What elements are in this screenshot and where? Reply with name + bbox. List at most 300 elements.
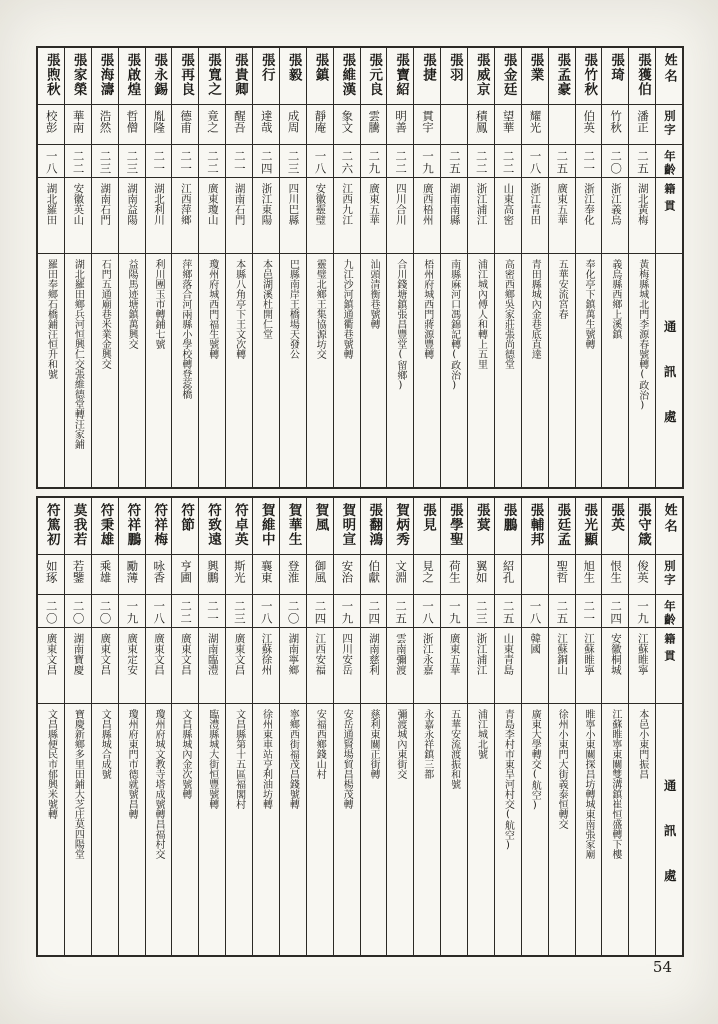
- native-place-cell: [549, 627, 575, 703]
- person-name: 張獲伯: [634, 53, 651, 97]
- courtesy-name-cell: [38, 554, 64, 594]
- contact-address-cell: [65, 703, 91, 955]
- contact-address: 奉化亭下鎮萬生號轉: [583, 259, 595, 349]
- courtesy-name: 翼如: [474, 560, 489, 583]
- courtesy-name: 胤隆: [152, 110, 167, 133]
- courtesy-name: 醒吾: [232, 110, 247, 133]
- native-place-cell: [387, 177, 413, 253]
- person-name-cell: [119, 48, 145, 104]
- age-value: 二四: [367, 600, 382, 625]
- contact-address: 慈利東關正街轉: [368, 709, 380, 779]
- native-place-cell: [495, 177, 521, 253]
- courtesy-name: 竟之: [205, 110, 220, 133]
- contact-address: 安岳通賢場貿昌楊茂轉: [341, 709, 353, 809]
- age-value: 二二: [394, 150, 409, 175]
- person-column: [91, 498, 118, 955]
- header-name-label: 姓名: [661, 503, 677, 535]
- courtesy-name: 竹秋: [609, 110, 624, 133]
- contact-address-cell: [602, 253, 628, 487]
- age-value: 二三: [125, 150, 140, 175]
- age-value-cell: [602, 144, 628, 177]
- native-place-cell: [280, 627, 306, 703]
- age-value: 二一: [582, 600, 597, 625]
- courtesy-name-cell: [38, 104, 64, 144]
- age-value: 二六: [340, 150, 355, 175]
- header-native-place: [656, 177, 682, 253]
- native-place: 江蘇徐州: [260, 633, 273, 675]
- courtesy-name: 斯光: [232, 560, 247, 583]
- courtesy-name-cell: [549, 104, 575, 144]
- native-place-cell: [441, 177, 467, 253]
- person-name: 張毅: [285, 53, 302, 82]
- courtesy-name-cell: [495, 104, 521, 144]
- age-value: 二五: [555, 600, 570, 625]
- courtesy-name-cell: [253, 554, 279, 594]
- person-column: [279, 48, 306, 487]
- age-value: 二三: [286, 150, 301, 175]
- age-value-cell: [146, 594, 172, 627]
- native-place: 湖北黃梅: [636, 183, 649, 225]
- courtesy-name-cell: [468, 104, 494, 144]
- age-value-cell: [253, 144, 279, 177]
- courtesy-name-cell: [522, 104, 548, 144]
- native-place: 浙江東陽: [260, 183, 273, 225]
- native-place-cell: [172, 177, 198, 253]
- native-place-cell: [307, 627, 333, 703]
- courtesy-name-cell: [361, 104, 387, 144]
- person-name: 張竹秋: [581, 53, 598, 97]
- age-value-cell: [226, 144, 252, 177]
- courtesy-name: 雲騰: [367, 110, 382, 133]
- native-place: 江西萍鄉: [179, 183, 192, 225]
- contact-address-cell: [576, 253, 602, 487]
- person-column: [64, 48, 91, 487]
- contact-address-cell: [38, 253, 64, 487]
- age-value: 二二: [179, 600, 194, 625]
- age-value: 二二: [474, 150, 489, 175]
- age-value-cell: [468, 594, 494, 627]
- age-value-cell: [307, 144, 333, 177]
- age-value: 二二: [71, 150, 86, 175]
- courtesy-name-cell: [119, 104, 145, 144]
- courtesy-name-cell: [92, 104, 118, 144]
- person-name-cell: [602, 48, 628, 104]
- person-name-cell: [280, 498, 306, 554]
- age-value: 二一: [232, 150, 247, 175]
- native-place: 湖南寧鄉: [287, 633, 300, 675]
- native-place-cell: [468, 627, 494, 703]
- native-place: 湖南慈利: [367, 633, 380, 675]
- age-value-cell: [199, 594, 225, 627]
- age-value-cell: [253, 594, 279, 627]
- age-value: 一八: [44, 150, 59, 175]
- courtesy-name: 達哉: [259, 110, 274, 133]
- age-value: 一八: [259, 600, 274, 625]
- native-place: 雲南彌渡: [394, 633, 407, 675]
- courtesy-name: 襄東: [259, 560, 274, 583]
- courtesy-name-cell: [199, 104, 225, 144]
- person-column: [118, 48, 145, 487]
- courtesy-name: 浩然: [98, 110, 113, 133]
- person-name-cell: [334, 48, 360, 104]
- contact-address: 青田縣城內金巷底直達: [529, 259, 541, 359]
- native-place: 湖北羅田: [45, 183, 58, 225]
- age-value-cell: [334, 144, 360, 177]
- age-value-cell: [92, 144, 118, 177]
- age-value: 二一: [205, 600, 220, 625]
- contact-address-cell: [334, 703, 360, 955]
- courtesy-name-cell: [495, 554, 521, 594]
- courtesy-name-cell: [92, 554, 118, 594]
- person-name-cell: [65, 498, 91, 554]
- native-place-cell: [38, 177, 64, 253]
- header-age-label: 年齡: [662, 150, 677, 177]
- native-place-cell: [576, 177, 602, 253]
- person-name: 張守箴: [634, 503, 651, 547]
- person-column: [38, 498, 64, 955]
- age-value: 二〇: [98, 600, 113, 625]
- courtesy-name-cell: [414, 554, 440, 594]
- contact-address-cell: [38, 703, 64, 955]
- person-name-cell: [576, 48, 602, 104]
- person-name-cell: [199, 48, 225, 104]
- person-column: [145, 48, 172, 487]
- register-frame: [36, 46, 684, 957]
- person-name-cell: [146, 498, 172, 554]
- age-value-cell: [414, 594, 440, 627]
- age-value-cell: [629, 594, 655, 627]
- contact-address: 萍鄉落合河兩縣小學校轉登蕊橋: [179, 259, 191, 399]
- native-place-cell: [226, 627, 252, 703]
- contact-address: 巴縣南岸王橋場天發公: [287, 259, 299, 359]
- person-name-cell: [414, 48, 440, 104]
- native-place: 廣東五華: [448, 633, 461, 675]
- contact-address-cell: [65, 253, 91, 487]
- age-value: 二五: [635, 150, 650, 175]
- native-place-cell: [441, 627, 467, 703]
- age-value-cell: [441, 144, 467, 177]
- native-place: 廣東文昌: [179, 633, 192, 675]
- courtesy-name-cell: [172, 554, 198, 594]
- courtesy-name: 校彭: [44, 110, 59, 133]
- courtesy-name: 望華: [501, 110, 516, 133]
- person-column: [386, 498, 413, 955]
- contact-address-cell: [495, 253, 521, 487]
- contact-address-cell: [387, 253, 413, 487]
- person-name-cell: [92, 498, 118, 554]
- courtesy-name: 乘雄: [98, 560, 113, 583]
- age-value: 二〇: [71, 600, 86, 625]
- contact-address-cell: [361, 253, 387, 487]
- age-value-cell: [522, 144, 548, 177]
- person-name-cell: [65, 48, 91, 104]
- native-place: 江西安福: [314, 633, 327, 675]
- person-name: 張貴卿: [231, 53, 248, 97]
- courtesy-name-cell: [361, 554, 387, 594]
- courtesy-name-cell: [576, 554, 602, 594]
- person-name-cell: [172, 48, 198, 104]
- person-name-cell: [414, 498, 440, 554]
- person-name: 張學聖: [446, 503, 463, 547]
- native-place: 浙江永嘉: [421, 633, 434, 675]
- person-name: 張業: [527, 53, 544, 82]
- person-name: 賀維中: [258, 503, 275, 547]
- age-value-cell: [629, 144, 655, 177]
- contact-address-cell: [280, 703, 306, 955]
- person-column: [575, 498, 602, 955]
- contact-address-cell: [226, 253, 252, 487]
- person-name: 莫我若: [70, 503, 87, 547]
- courtesy-name: 御風: [313, 560, 328, 583]
- person-name-cell: [307, 498, 333, 554]
- native-place: 山東青島: [502, 633, 515, 675]
- courtesy-name: 貫宇: [420, 110, 435, 133]
- courtesy-name: 哲僧: [125, 110, 140, 133]
- native-place: 四川合川: [394, 183, 407, 225]
- contact-address-cell: [146, 703, 172, 955]
- person-name-cell: [441, 498, 467, 554]
- native-place: 廣東定安: [126, 633, 139, 675]
- person-name-cell: [602, 498, 628, 554]
- courtesy-name-cell: [576, 104, 602, 144]
- person-name-cell: [172, 498, 198, 554]
- native-place-cell: [65, 177, 91, 253]
- contact-address: 寶慶新鄉多里田鋪大芝庄莫四陽堂: [72, 709, 84, 859]
- person-name: 張金廷: [500, 53, 517, 97]
- native-place: 湖南石門: [233, 183, 246, 225]
- header-age: [656, 144, 682, 177]
- person-column: [118, 498, 145, 955]
- age-value-cell: [576, 594, 602, 627]
- person-column: [360, 498, 387, 955]
- contact-address-cell: [199, 703, 225, 955]
- person-name-cell: [629, 48, 655, 104]
- person-name-cell: [280, 48, 306, 104]
- contact-address: 湖北羅田鄉兵河恒興仁交張維德堂轉汪家鋪: [72, 259, 84, 449]
- native-place: 廣東文昌: [152, 633, 165, 675]
- contact-address-cell: [280, 253, 306, 487]
- person-column: [91, 48, 118, 487]
- native-place-cell: [92, 177, 118, 253]
- courtesy-name-cell: [387, 104, 413, 144]
- person-column: [601, 48, 628, 487]
- courtesy-name-cell: [441, 554, 467, 594]
- courtesy-name-cell: [226, 554, 252, 594]
- contact-address-cell: [146, 253, 172, 487]
- person-name: 張寬之: [204, 53, 221, 97]
- age-value-cell: [172, 594, 198, 627]
- courtesy-name: 登淮: [286, 560, 301, 583]
- native-place: 江蘇睢寧: [636, 633, 649, 675]
- contact-address-cell: [441, 703, 467, 955]
- native-place: 山東高密: [502, 183, 515, 225]
- native-place: 廣東五華: [556, 183, 569, 225]
- person-column: [413, 48, 440, 487]
- person-column: [64, 498, 91, 955]
- courtesy-name-cell: [199, 554, 225, 594]
- contact-address: 義烏縣西鄉上溪鎮: [609, 259, 621, 339]
- contact-address: 廣東大學轉交(航空): [529, 709, 541, 811]
- person-name-cell: [495, 498, 521, 554]
- age-value-cell: [441, 594, 467, 627]
- contact-address: 瓊州府東門市德就號昌轉: [126, 709, 138, 819]
- contact-address-cell: [361, 703, 387, 955]
- header-native-place-label: 籍貫: [662, 183, 676, 217]
- age-value-cell: [602, 594, 628, 627]
- contact-address-cell: [307, 253, 333, 487]
- age-value: 二一: [582, 150, 597, 175]
- age-value-cell: [468, 144, 494, 177]
- native-place-cell: [253, 177, 279, 253]
- person-column: [333, 48, 360, 487]
- native-place-cell: [38, 627, 64, 703]
- header-courtesy-name-label: 別字: [662, 110, 677, 137]
- native-place-cell: [414, 627, 440, 703]
- age-value-cell: [38, 594, 64, 627]
- contact-address: 汕頭清衡巷號轉: [368, 259, 380, 329]
- person-name: 張鵬: [500, 503, 517, 532]
- person-name: 張鎮: [312, 53, 329, 82]
- age-value: 一八: [528, 600, 543, 625]
- person-name: 賀明宣: [339, 503, 356, 547]
- native-place-cell: [495, 627, 521, 703]
- courtesy-name-cell: [522, 554, 548, 594]
- contact-address: 梧州府城西門蔣源豐轉: [421, 259, 433, 359]
- native-place: 浙江奉化: [582, 183, 595, 225]
- native-place-cell: [119, 177, 145, 253]
- age-value-cell: [549, 594, 575, 627]
- person-name: 符秉雄: [97, 503, 114, 547]
- contact-address: 文昌縣城合成號: [99, 709, 111, 779]
- header-age: [656, 594, 682, 627]
- courtesy-name-cell: [441, 104, 467, 144]
- person-name: 張行: [258, 53, 275, 82]
- person-name-cell: [468, 48, 494, 104]
- native-place-cell: [334, 177, 360, 253]
- person-name: 符致遠: [204, 503, 221, 547]
- age-value: 二三: [98, 150, 113, 175]
- contact-address-cell: [441, 253, 467, 487]
- courtesy-name: 如琢: [44, 560, 59, 583]
- contact-address-cell: [199, 253, 225, 487]
- person-column: [306, 48, 333, 487]
- contact-address: 本縣八角亭下王文次轉: [233, 259, 245, 359]
- age-value-cell: [146, 144, 172, 177]
- person-name: 張廷孟: [554, 503, 571, 547]
- person-name-cell: [38, 498, 64, 554]
- native-place-cell: [172, 627, 198, 703]
- courtesy-name-cell: [334, 554, 360, 594]
- person-column: [628, 48, 655, 487]
- native-place: 廣東文昌: [99, 633, 112, 675]
- age-value-cell: [65, 594, 91, 627]
- person-column: [171, 498, 198, 955]
- native-place: 浙江青田: [529, 183, 542, 225]
- contact-address-cell: [92, 253, 118, 487]
- native-place-cell: [522, 177, 548, 253]
- age-value-cell: [495, 144, 521, 177]
- person-column: [548, 48, 575, 487]
- contact-address: 江蘇睢寧東關雙溝鎮崔恒盛轉下樓: [609, 709, 621, 859]
- person-name: 符篤初: [43, 503, 60, 547]
- person-name: 張琦: [608, 53, 625, 82]
- age-value: 二二: [501, 150, 516, 175]
- age-value: 二四: [609, 600, 624, 625]
- courtesy-name: 咏香: [152, 560, 167, 583]
- native-place: 廣東五華: [367, 183, 380, 225]
- courtesy-name-cell: [602, 104, 628, 144]
- person-name-cell: [387, 48, 413, 104]
- contact-address-cell: [226, 703, 252, 955]
- native-place: 湖北利川: [152, 183, 165, 225]
- contact-address: 五華安流渡振和號: [448, 709, 460, 789]
- age-value-cell: [549, 144, 575, 177]
- person-column: [494, 498, 521, 955]
- person-name-cell: [38, 48, 64, 104]
- age-value: 一八: [528, 150, 543, 175]
- native-place-cell: [361, 627, 387, 703]
- contact-address-cell: [468, 253, 494, 487]
- age-value-cell: [361, 144, 387, 177]
- contact-address-cell: [414, 253, 440, 487]
- courtesy-name: 成周: [286, 110, 301, 133]
- courtesy-name: 興鵬: [205, 560, 220, 583]
- courtesy-name: 見之: [420, 560, 435, 583]
- courtesy-name-cell: [280, 104, 306, 144]
- age-value-cell: [92, 594, 118, 627]
- courtesy-name-cell: [629, 554, 655, 594]
- contact-address-cell: [549, 703, 575, 955]
- courtesy-name: 伯獻: [367, 560, 382, 583]
- person-column: [225, 498, 252, 955]
- contact-address-cell: [495, 703, 521, 955]
- header-name-label: 姓名: [661, 53, 677, 85]
- native-place-cell: [280, 177, 306, 253]
- courtesy-name: 明善: [394, 110, 409, 133]
- courtesy-name: 潘正: [635, 110, 650, 133]
- person-column: [198, 498, 225, 955]
- contact-address-cell: [522, 703, 548, 955]
- courtesy-name-cell: [172, 104, 198, 144]
- person-name: 張光顯: [581, 503, 598, 547]
- courtesy-name: 安治: [340, 560, 355, 583]
- contact-address: 合川錢塘鎮張昌豐堂(留鄉): [394, 259, 406, 391]
- native-place-cell: [307, 177, 333, 253]
- age-value: 一八: [152, 600, 167, 625]
- person-name: 張威京: [473, 53, 490, 97]
- person-name: 張家榮: [70, 53, 87, 97]
- age-value: 二五: [555, 150, 570, 175]
- native-place: 浙江浦江: [475, 633, 488, 675]
- person-name: 張見: [419, 503, 436, 532]
- person-column: [306, 498, 333, 955]
- courtesy-name: 德甫: [179, 110, 194, 133]
- native-place: 廣東文昌: [45, 633, 58, 675]
- header-courtesy-name: [656, 104, 682, 144]
- age-value: 一八: [420, 600, 435, 625]
- native-place-cell: [549, 177, 575, 253]
- contact-address: 羅田奉鄉石橋鋪汪恒升和號: [45, 259, 57, 379]
- header-native-place: [656, 627, 682, 703]
- person-name-cell: [199, 498, 225, 554]
- person-name: 符祥鵬: [124, 503, 141, 547]
- contact-address-cell: [629, 253, 655, 487]
- header-age-label: 年齡: [662, 600, 677, 627]
- person-name-cell: [629, 498, 655, 554]
- page-number: 54: [652, 958, 672, 976]
- native-place: 四川巴縣: [287, 183, 300, 225]
- age-value: 二九: [367, 150, 382, 175]
